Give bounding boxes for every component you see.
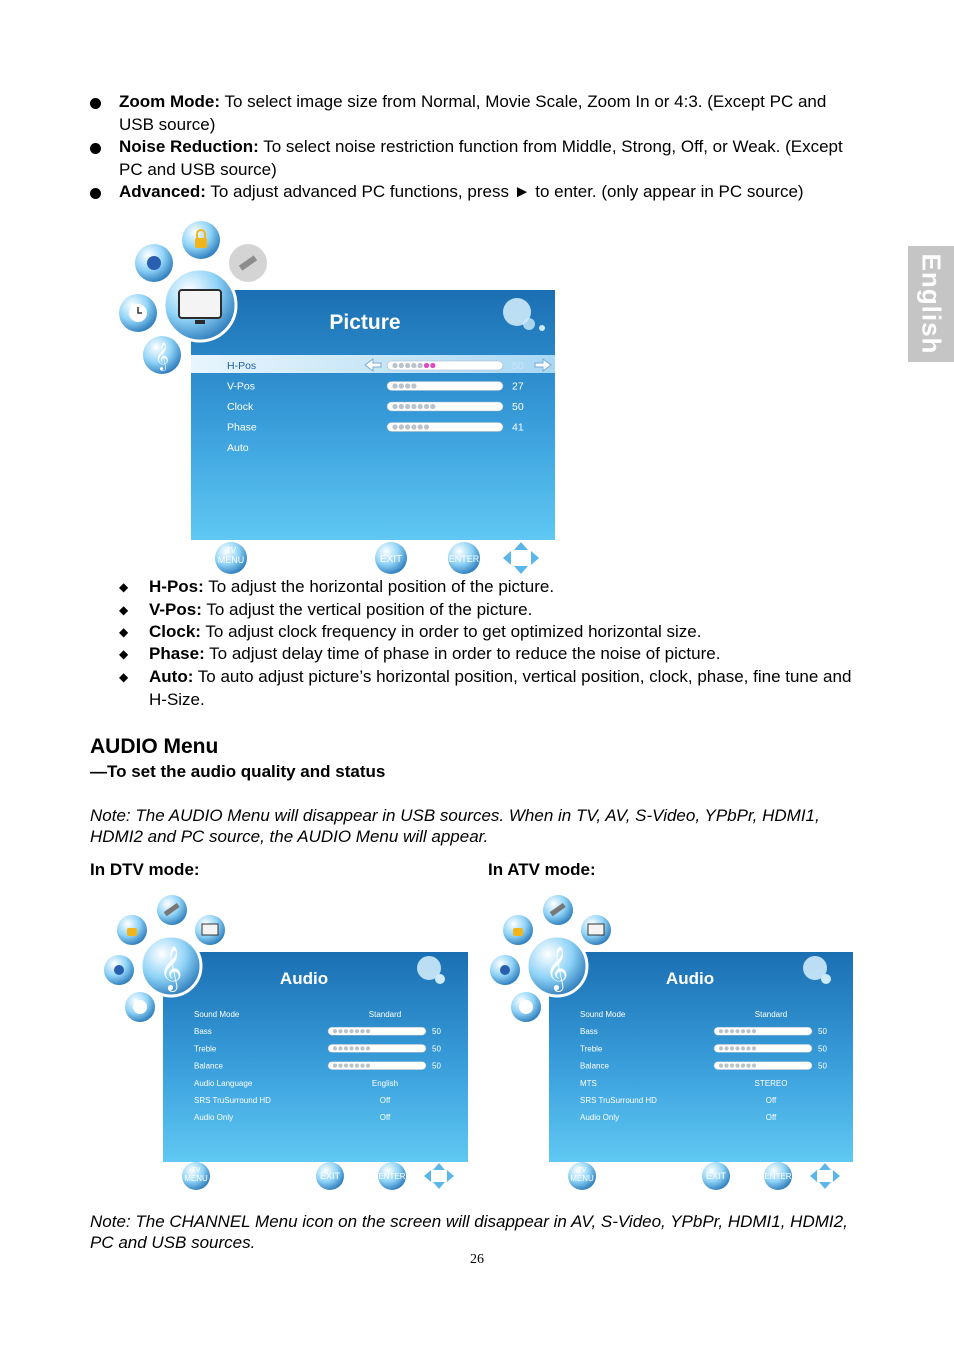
desc-label: H-Pos:	[149, 577, 204, 596]
picture-menu-row-auto[interactable]	[227, 442, 249, 454]
slider-dot	[430, 363, 435, 368]
audio-row-label: Audio Only	[194, 1113, 234, 1123]
desc-label: Auto:	[149, 667, 194, 686]
svg-text:𝄞: 𝄞	[159, 948, 183, 990]
slider-dot	[338, 1046, 342, 1050]
enter-button[interactable]	[378, 1162, 406, 1190]
svg-text:EXIT: EXIT	[379, 554, 403, 565]
clock-icon	[511, 992, 541, 1022]
slider-dot	[746, 1029, 750, 1033]
slider-dot	[405, 424, 410, 429]
slider-dot	[746, 1046, 750, 1050]
dtv-audio-menu-screenshot	[100, 893, 470, 1193]
svg-text:𝄞: 𝄞	[545, 948, 569, 990]
bullet-zoom-mode	[90, 91, 860, 136]
slider-dot	[730, 1064, 734, 1068]
slider-track[interactable]	[714, 1062, 812, 1070]
slider-dot	[752, 1029, 756, 1033]
audio-row-label: MTS	[580, 1078, 597, 1088]
audio-row-label: SRS TruSurround HD	[580, 1096, 657, 1105]
audio-row-label: Sound Mode	[194, 1010, 240, 1019]
slider-dot	[752, 1046, 756, 1050]
slider-dot	[366, 1064, 370, 1068]
slider-dot	[424, 404, 429, 409]
audio-row-label: Treble	[580, 1044, 603, 1054]
menu-item-label: V-Pos	[227, 380, 256, 393]
menu-item-label: Clock	[227, 401, 254, 413]
bullet-label: Noise Reduction:	[119, 137, 259, 156]
slider-dot	[392, 404, 397, 409]
audio-row-value: 50	[432, 1044, 441, 1054]
desc-phase	[119, 643, 859, 666]
clock-icon	[125, 992, 155, 1022]
desc-label: Phase:	[149, 644, 205, 663]
slider-dot	[405, 363, 410, 368]
desc-text: To adjust delay time of phase in order to reduce the noise of picture.	[204, 644, 721, 663]
slider-dot	[411, 424, 416, 429]
bullet-text: To select image size from Normal, Movie Scale, Zoom In or 4:3. (Except PC and USB source)	[119, 92, 827, 134]
slider-track[interactable]	[714, 1044, 812, 1052]
slider-dot	[430, 404, 435, 409]
lock-icon	[503, 915, 533, 945]
bullet-label: Zoom Mode:	[119, 92, 221, 111]
desc-h-pos	[119, 576, 859, 599]
slider-track[interactable]	[328, 1062, 426, 1070]
bullet-label: Advanced:	[119, 182, 206, 201]
slider-dot	[735, 1029, 739, 1033]
slider-dot	[741, 1029, 745, 1033]
dtv-audio-title: Audio	[279, 969, 329, 988]
audio-row-label: Treble	[194, 1044, 217, 1054]
bullet-icon	[90, 143, 101, 154]
audio-row-label: SRS TruSurround HD	[194, 1096, 271, 1105]
slider-dot	[392, 363, 397, 368]
slider-track[interactable]	[387, 361, 503, 370]
navigation-arrows-icon[interactable]	[424, 1163, 454, 1189]
slider-dot	[360, 1064, 364, 1068]
bullet-noise-reduction	[90, 136, 860, 181]
slider-dot	[418, 424, 423, 429]
exit-button[interactable]	[375, 542, 407, 574]
audio-row-label: Balance	[580, 1061, 609, 1071]
slider-track[interactable]	[714, 1027, 812, 1035]
audio-row-label: Bass	[580, 1027, 598, 1037]
slider-dot	[735, 1046, 739, 1050]
slider-dot	[741, 1046, 745, 1050]
audio-row-value: Off	[765, 1113, 777, 1123]
slider-track[interactable]	[387, 423, 503, 432]
bullet-text: To select noise restriction function from Middle, Strong, Off, or Weak. (Except PC and USB source)	[119, 137, 843, 179]
svg-text:ENTER: ENTER	[764, 1172, 792, 1181]
satellite-icon	[229, 244, 267, 282]
language-tab-label: English	[916, 253, 947, 355]
svg-text:EXIT: EXIT	[319, 1171, 341, 1181]
atv-mode-label: In ATV mode:	[488, 860, 596, 879]
diamond-bullet-icon: ◆	[119, 580, 129, 594]
enter-button[interactable]	[764, 1162, 792, 1190]
audio-row-label: Sound Mode	[580, 1010, 626, 1019]
picture-icon	[164, 269, 236, 341]
slider-dot	[392, 424, 397, 429]
menu-item-value: 50	[512, 401, 524, 413]
language-tab	[908, 246, 954, 362]
menu-item-label: H-Pos	[227, 360, 257, 372]
audio-row-value: English	[371, 1078, 399, 1088]
diamond-bullet-icon: ◆	[119, 647, 129, 661]
slider-dot	[399, 363, 404, 368]
menu-item-label: Phase	[227, 421, 257, 434]
slider-dot	[405, 383, 410, 388]
audio-row-label: Balance	[194, 1061, 223, 1071]
svg-text:MENU: MENU	[184, 1174, 208, 1183]
slider-dot	[724, 1046, 728, 1050]
audio-row-value: Off	[379, 1096, 391, 1105]
audio-note: Note: The AUDIO Menu will disappear in USB sources. When in TV, AV, S-Video, YPbPr, HDMI1, HDMI2 and PC source, the AUDIO Menu will appear.	[90, 806, 820, 846]
audio-row-label: Bass	[194, 1027, 212, 1037]
picture-icon	[581, 915, 611, 945]
settings-icon	[490, 955, 520, 985]
slider-dot	[730, 1029, 734, 1033]
audio-row-value: 50	[432, 1061, 441, 1071]
audio-row-value: 50	[818, 1061, 827, 1071]
slider-track[interactable]	[387, 382, 503, 391]
atv-audio-title: Audio	[665, 969, 715, 988]
tv-menu-button[interactable]	[182, 1162, 210, 1190]
lock-icon	[117, 915, 147, 945]
slider-dot	[746, 1064, 750, 1068]
slider-dot	[349, 1064, 353, 1068]
slider-dot	[344, 1064, 348, 1068]
bullet-icon	[90, 98, 101, 109]
music-icon	[527, 936, 587, 996]
slider-dot	[724, 1064, 728, 1068]
desc-label: Clock:	[149, 622, 201, 641]
bullet-text: To adjust advanced PC functions, press ► to enter. (only appear in PC source)	[205, 182, 804, 201]
slider-dot	[349, 1029, 353, 1033]
desc-text: To adjust the vertical position of the picture.	[201, 600, 533, 619]
svg-text:ENTER: ENTER	[378, 1172, 406, 1181]
bullet-advanced	[90, 181, 860, 204]
tv-menu-button[interactable]	[215, 542, 247, 574]
desc-clock	[119, 621, 859, 644]
slider-dot	[366, 1046, 370, 1050]
svg-text:EXIT: EXIT	[705, 1171, 727, 1181]
slider-dot	[355, 1064, 359, 1068]
menu-item-value: 50	[512, 360, 524, 372]
slider-dot	[360, 1046, 364, 1050]
enter-button[interactable]	[448, 542, 480, 574]
slider-dot	[333, 1064, 337, 1068]
slider-dot	[399, 383, 404, 388]
slider-dot	[399, 424, 404, 429]
desc-text: To auto adjust picture’s horizontal position, vertical position, clock, phase, fine tune and H-Size.	[149, 667, 852, 709]
picture-menu-title: Picture	[329, 311, 401, 334]
diamond-bullet-icon: ◆	[119, 603, 129, 617]
desc-v-pos	[119, 599, 859, 622]
slider-dot	[338, 1064, 342, 1068]
svg-text:MENU: MENU	[217, 555, 245, 565]
slider-dot	[392, 383, 397, 388]
slider-track[interactable]	[328, 1044, 426, 1052]
audio-heading: AUDIO Menu	[90, 735, 219, 758]
slider-dot	[730, 1046, 734, 1050]
slider-dot	[355, 1046, 359, 1050]
slider-dot	[719, 1064, 723, 1068]
slider-dot	[719, 1029, 723, 1033]
desc-text: To adjust the horizontal position of the picture.	[203, 577, 555, 596]
slider-dot	[349, 1046, 353, 1050]
desc-auto	[119, 666, 859, 711]
audio-subheading: —To set the audio quality and status	[90, 762, 386, 781]
slider-dot	[344, 1046, 348, 1050]
dtv-mode-label: In DTV mode:	[90, 860, 200, 879]
svg-text:TV: TV	[577, 1167, 587, 1174]
audio-row-value: Standard	[754, 1010, 788, 1019]
audio-row-value: 50	[432, 1027, 441, 1037]
tv-menu-button[interactable]	[568, 1162, 596, 1190]
slider-dot	[752, 1064, 756, 1068]
svg-text:𝄞: 𝄞	[154, 343, 170, 370]
slider-dot	[360, 1029, 364, 1033]
slider-dot	[333, 1046, 337, 1050]
menu-item-value: 27	[512, 380, 524, 393]
svg-text:TV: TV	[191, 1167, 201, 1174]
channel-note: Note: The CHANNEL Menu icon on the screen will disappear in AV, S-Video, YPbPr, HDMI1, HDMI2, PC and USB sources.	[90, 1212, 848, 1252]
settings-icon	[135, 244, 173, 282]
lock-icon	[182, 221, 220, 259]
slider-dot	[735, 1064, 739, 1068]
menu-item-label: Auto	[227, 442, 249, 454]
slider-track[interactable]	[387, 402, 503, 411]
slider-dot	[724, 1029, 728, 1033]
audio-row-value: Off	[765, 1096, 777, 1105]
audio-row-value: 50	[818, 1027, 827, 1037]
slider-dot	[424, 363, 429, 368]
desc-label: V-Pos:	[149, 600, 202, 619]
slider-dot	[366, 1029, 370, 1033]
slider-dot	[405, 404, 410, 409]
satellite-icon	[543, 895, 573, 925]
audio-row-value: Off	[379, 1113, 391, 1123]
slider-dot	[411, 383, 416, 388]
atv-audio-menu-screenshot	[486, 893, 856, 1193]
music-icon	[143, 336, 181, 374]
slider-dot	[411, 404, 416, 409]
svg-text:ENTER: ENTER	[448, 554, 480, 564]
audio-row-label: Audio Language	[194, 1078, 253, 1088]
slider-dot	[355, 1029, 359, 1033]
slider-dot	[333, 1029, 337, 1033]
slider-dot	[418, 404, 423, 409]
slider-track[interactable]	[328, 1027, 426, 1035]
page-number: 26	[470, 1252, 484, 1267]
diamond-bullet-icon: ◆	[119, 670, 129, 684]
slider-dot	[399, 404, 404, 409]
slider-dot	[418, 363, 423, 368]
slider-dot	[741, 1064, 745, 1068]
svg-text:TV: TV	[225, 546, 237, 555]
clock-icon	[119, 294, 157, 332]
music-icon	[141, 936, 201, 996]
picture-icon	[195, 915, 225, 945]
audio-row-value: Standard	[368, 1010, 402, 1019]
slider-dot	[344, 1029, 348, 1033]
bullet-icon	[90, 188, 101, 199]
exit-button[interactable]	[316, 1162, 344, 1190]
desc-text: To adjust clock frequency in order to get optimized horizontal size.	[200, 622, 702, 641]
picture-menu-screenshot	[117, 212, 557, 578]
svg-text:MENU: MENU	[570, 1174, 594, 1183]
slider-dot	[424, 424, 429, 429]
slider-dot	[411, 363, 416, 368]
slider-dot	[338, 1029, 342, 1033]
menu-item-value: 41	[512, 421, 524, 434]
navigation-arrows-icon[interactable]	[810, 1163, 840, 1189]
audio-row-value: STEREO	[754, 1078, 788, 1088]
audio-row-label: Audio Only	[580, 1113, 620, 1123]
slider-dot	[719, 1046, 723, 1050]
audio-row-value: 50	[818, 1044, 827, 1054]
exit-button[interactable]	[702, 1162, 730, 1190]
diamond-bullet-icon: ◆	[119, 625, 129, 639]
settings-icon	[104, 955, 134, 985]
satellite-icon	[157, 895, 187, 925]
